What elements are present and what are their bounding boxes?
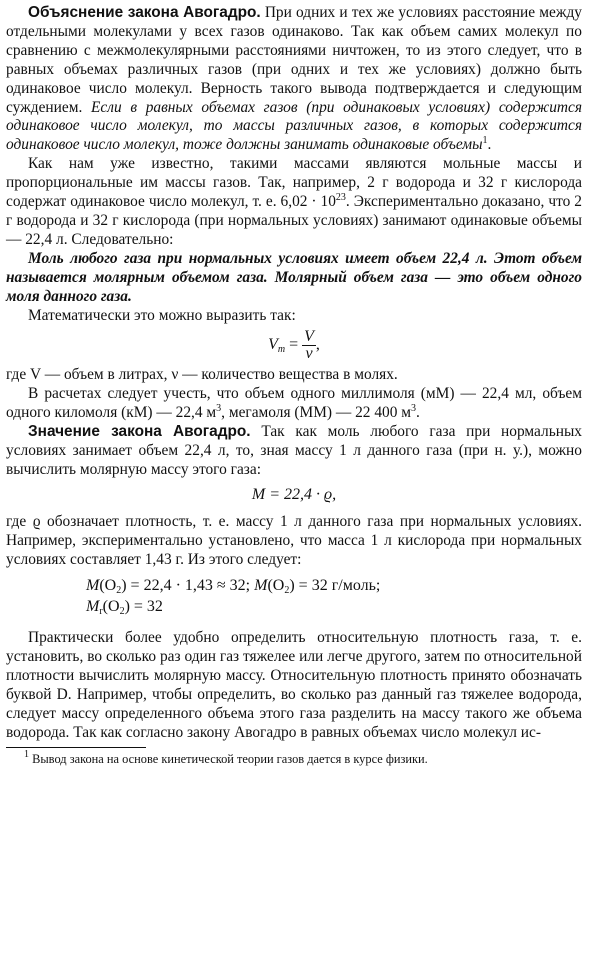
molar-volume-definition: Моль любого газа при нормальных условиях имеет объем 22,4 л. Этот объем называется молярным объемом газа. Молярный объем газа — это объем одного моля данного газа. — [6, 249, 582, 305]
formula-fraction — [302, 329, 316, 362]
subscript: 2 — [119, 606, 125, 618]
footnote-reference: 1 — [482, 135, 488, 147]
symbol-m: M — [86, 577, 100, 595]
paragraph-math-intro: Математически это можно выразить так: — [28, 306, 296, 324]
paragraph-text: , мегамоля (ММ) — 22 400 м — [221, 404, 412, 422]
fraction-numerator: V — [304, 328, 314, 346]
exponent: 3 — [216, 403, 222, 415]
italic-statement: Если в равных объемах газов (при одинаковых условиях) содержится одинаковое число молекул, то массы различных газов, в которых содержится одинаковое число молекул, тоже должны занимать одинаковые объемы — [6, 98, 582, 154]
calculation-line-1 — [86, 575, 582, 596]
formula-part: ) = 32 — [124, 598, 163, 616]
paragraph-variable-definitions: где V — объем в литрах, ν — количество вещества в молях. — [6, 366, 398, 384]
formula-equals: = — [285, 336, 303, 354]
formula-molar-volume — [6, 329, 582, 362]
calculation-line-2 — [86, 596, 582, 617]
exponent: 23 — [335, 192, 346, 204]
subscript: r — [99, 606, 103, 618]
formula-density: M = 22,4 · ϱ, — [251, 485, 337, 503]
formula-lhs-subscript: m — [277, 344, 286, 356]
subscript: 2 — [116, 585, 122, 597]
footnote-mark: 1 — [24, 748, 29, 760]
paragraph-text: Так как моль любого газа при нормальных условиях занимает объем 22,4 л, то, зная массу 1 л данного газа (при н. у.), можно вычислить молярную массу этого газа: — [6, 423, 582, 478]
formula-part: ) = 22,4 · 1,43 ≈ 32; — [121, 577, 255, 595]
formula-lhs: V — [268, 336, 278, 354]
symbol-m: M — [254, 577, 268, 595]
formula-end: , — [315, 336, 320, 354]
formula-part: (O — [102, 598, 120, 616]
paragraph-avogadro-significance — [6, 423, 582, 480]
fraction-denominator: ν — [305, 345, 313, 363]
formula-part: ) = 32 г/моль; — [289, 577, 381, 595]
exponent: 3 — [411, 403, 417, 415]
paragraph-text: . Экспериментально доказано, что 2 г водорода и 32 г кислорода (при нормальных условиях) занимают одинаковые объемы — 22,4 л. Следовательно: — [6, 193, 582, 248]
paragraph-relative-density: Практически более удобно определить относительную плотность газа, т. е. установить, во сколько раз один газ тяжелее или легче другого, затем по относительной плотности вычислить молярную массу. Относительную плотность принято обозначать буквой D. Например, чтобы определить, во сколько раз данный газ тяжелее водорода, следует массу определенного объема этого газа разделить на массу такого же объема водорода. Так как согласно закону Авогадро в равных объемах число молекул ис- — [6, 629, 582, 741]
section-title-significance: Значение закона Авогадро. — [28, 423, 251, 441]
paragraph-avogadro-explanation — [6, 4, 582, 155]
footnote-divider — [6, 747, 146, 748]
paragraph-unit-conversions — [6, 385, 582, 423]
section-title-explanation: Объяснение закона Авогадро. — [28, 4, 261, 21]
formula-part: (O — [267, 577, 285, 595]
paragraph-text: Как нам уже известно, такими массами являются мольные массы и пропорциональные им массы газов. Так, например, 2 г водорода и 32 г кислорода содержат одинаковое число молекул, т. е. 6,02 · 10 — [6, 155, 582, 211]
footnote — [6, 748, 582, 767]
subscript: 2 — [284, 585, 290, 597]
paragraph-text: . — [416, 404, 420, 422]
paragraph-density-definition: где ϱ обозначает плотность, т. е. массу 1 л данного газа при нормальных условиях. Например, экспериментально установлено, что масса 1 л кислорода при нормальных условиях составляет 1,43 г. Из этого следует: — [6, 512, 582, 568]
paragraph-text: При одних и тех же условиях расстояние между отдельными молекулами у всех газов одинаково. Так как объем самих молекул по сравнению с межмолекулярными расстояниями ничтожен, то из этого следует, что в равных объемах различных газов (при одних и тех же условиях) должно быть одинаковое число молекул. Верность такого вывода подтверждается и следующим суждением. — [6, 4, 582, 116]
paragraph-text: В расчетах следует учесть, что объем одного миллимоля (мМ) — 22,4 мл, объем одного киломоля (кМ) — 22,4 м — [6, 385, 582, 422]
paragraph-end: . — [487, 136, 492, 154]
footnote-text: Вывод закона на основе кинетической теории газов дается в курсе физики. — [29, 751, 428, 766]
paragraph-molar-masses — [6, 155, 582, 250]
formula-part: (O — [99, 577, 117, 595]
symbol-m: M — [86, 598, 100, 616]
calculation-oxygen — [86, 575, 582, 617]
